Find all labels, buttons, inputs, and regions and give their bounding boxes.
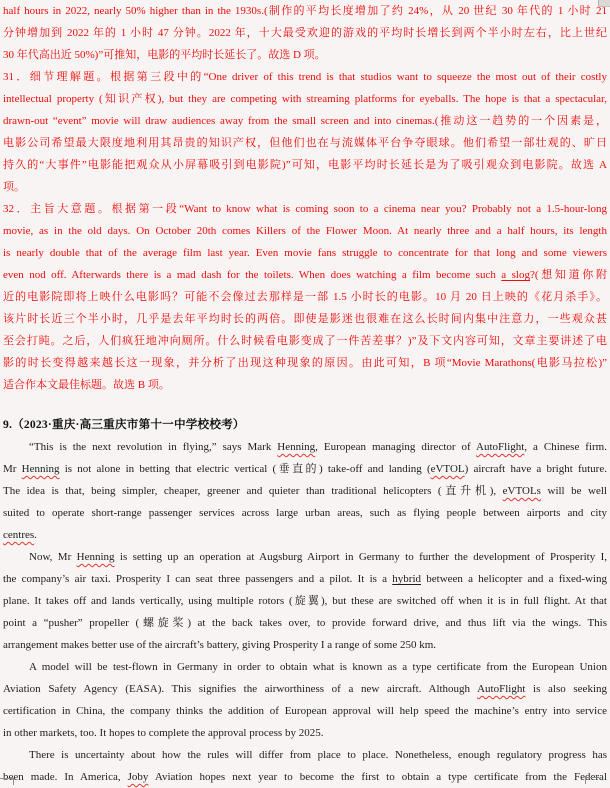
- text-run: 至会打盹。之后，人们疯狂地冲向厕所。什么时候看电影变成了一件苦差事？)”及下文内容可知，文章主要讲述了电: [3, 335, 607, 347]
- text-line: [3, 480, 607, 502]
- text-run: half hours in 2022, nearly 50% higher than in the 1930s.(制作的平均长度增加了约 24%，从 20 世纪 30 年代的 1 小时 21: [3, 5, 607, 17]
- text-line: [3, 154, 607, 176]
- text-line: [3, 524, 607, 546]
- text-run: There is uncertainty about how the rules will differ from place to place. Nonetheless, enough regulatory progress has: [29, 749, 607, 761]
- text-run: between a helicopter and a fixed-wing: [421, 573, 607, 585]
- text-line: [3, 414, 607, 436]
- text-line: [3, 176, 607, 198]
- answer-30-explanation-continuation: [3, 0, 607, 66]
- text-run: , a Chinese firm.: [524, 441, 607, 453]
- text-run: .: [34, 529, 37, 541]
- answer-32-explanation: [3, 198, 607, 396]
- text-line: [3, 198, 607, 220]
- text-run: 30 年代高出近 50%)”可推知，电影的平均时长延长了。故选 D 项。: [3, 49, 326, 61]
- spellcheck-flagged-word: AutoFlight: [477, 683, 526, 695]
- text-line: [3, 700, 607, 722]
- spellcheck-flagged-word: AutoFlight: [476, 441, 525, 453]
- text-run: ) aircraft have a bright future.: [464, 463, 607, 475]
- text-run: point a “pusher” propeller (螺旋桨) at the back takes over, to provide forward drive, and thus lift via the wings. This: [3, 617, 607, 629]
- text-run: Aviation hopes next year to become the first to obtain a type certificate from the Federal: [148, 771, 607, 783]
- text-run: is nearly double that of the average film last year. Even movie fans struggle to concentrate for that long and some viewers: [3, 247, 607, 259]
- text-run: “This is the next revolution in flying,” says Mark: [29, 441, 278, 453]
- text-run: intellectual property (知识产权), but they are competing with streaming platforms for eyeballs. The hope is that a spectacular,: [3, 93, 607, 105]
- spellcheck-flagged-word: eVTOLs: [502, 485, 541, 497]
- text-line: [3, 88, 607, 110]
- text-run: is also seeking: [525, 683, 607, 695]
- text-line: [3, 44, 607, 66]
- text-run: plane. It takes off and lands vertically, using multiple rotors (旋翼), but these are switched off when it is in full flight. At that: [3, 595, 607, 607]
- text-run: 32．主旨大意题。根据第一段“Want to know what is coming soon to a cinema near you? Probably not a 1.5-hour-long: [3, 203, 607, 215]
- text-line: [3, 678, 607, 700]
- text-line: [3, 656, 607, 678]
- text-run: The idea is that, being simpler, cheaper, greener and quieter than traditional helicopters (直升机),: [3, 485, 503, 497]
- text-line: [3, 264, 607, 286]
- text-run: in other markets, too. It hopes to complete the approval process by 2025.: [3, 727, 324, 739]
- text-run: Mr: [3, 463, 22, 475]
- underlined-term: a slog: [501, 269, 530, 281]
- text-run: been made. In America,: [3, 771, 128, 783]
- text-line: [3, 634, 607, 656]
- page-corner-mark-right: [585, 777, 599, 784]
- spellcheck-flagged-word: Henning: [277, 441, 316, 453]
- text-line: [3, 242, 607, 264]
- text-run: 影的时长变得越来越长这一现象，并分析了出现这种现象的原因。由此可知，B 项“Movie Marathons(电影马拉松)”: [3, 357, 607, 369]
- spellcheck-flagged-word: centres: [3, 529, 35, 541]
- text-run: 分钟增加到 2022 年的 1 小时 47 分钟。2022 年，十大最受欢迎的游戏的平均时长增长到两个半小时左右，比上世纪: [3, 27, 607, 39]
- text-line: [3, 436, 607, 458]
- text-line: [3, 502, 607, 524]
- text-line: [3, 220, 607, 242]
- text-run: 9.（2023·重庆·高三重庆市第十一中学校校考）: [3, 418, 245, 431]
- text-line: [3, 744, 607, 766]
- text-run: 持久的“大事件”电影能把观众从小屏幕吸引到电影院)”可知，电影平均时长延长是为了吸引观众到电影院。故选 A: [3, 159, 607, 171]
- text-run: movie, as in the old days. On October 20th comes Killers of the Flower Moon. At nearly three and a half hours, its length: [3, 225, 607, 237]
- text-line: [3, 722, 607, 744]
- text-run: 该片时长近三个半小时，几乎是去年平均时长的两倍。即使是影迷也很难在这么长时间内集中注意力，一些观众甚: [3, 313, 607, 325]
- passage-paragraph-1: [3, 436, 607, 546]
- text-run: even nod off. Afterwards there is a mad dash for the toilets. When does watching a film become such: [3, 269, 502, 281]
- spellcheck-flagged-word: eVTOL: [430, 463, 465, 475]
- text-line: [3, 568, 607, 590]
- text-line: [3, 0, 607, 22]
- text-run: drawn-out “event” movie will draw audiences away from the small screen and into cinemas.(推动这一趋势的一个因素是，: [3, 115, 607, 127]
- text-run: 近的电影院即将上映什么电影吗？可能不会像过去那样是一部 1.5 小时长的电影。10 月 20 日上映的《花月杀手》。: [3, 291, 607, 303]
- text-run: suited to operate short-range passenger services across large urban areas, such as flying people between airports and city: [3, 507, 607, 519]
- answer-31-explanation: [3, 66, 607, 198]
- passage-paragraph-4: [3, 744, 607, 788]
- text-line: [3, 66, 607, 88]
- passage-9-heading: [3, 414, 607, 436]
- text-line: [3, 308, 607, 330]
- text-line: [3, 612, 607, 634]
- text-line: [3, 352, 607, 374]
- text-run: 31．细节理解题。根据第三段中的“One driver of this trend is that studios want to squeeze the most out of their costly: [3, 71, 607, 83]
- text-run: is setting up an operation at Augsburg Airport in Germany to further the development of Prosperity I,: [114, 551, 607, 563]
- text-run: Aviation Safety Agency (EASA). This signifies the airworthiness of a new aircraft. Although: [3, 683, 478, 695]
- spellcheck-flagged-word: Henning: [76, 551, 115, 563]
- passage-paragraph-2: [3, 546, 607, 656]
- text-line: [3, 374, 607, 396]
- text-run: 电影公司希望最大限度地利用其昂贵的知识产权，但他们也在与流媒体平台争夺眼球。他们希望一部壮观的、旷日: [3, 137, 607, 149]
- text-run: 适合作本文最佳标题。故选 B 项。: [3, 379, 170, 391]
- text-run: certification in China, the company thinks the addition of European approval will help speed the machine’s entry into service: [3, 705, 607, 717]
- text-line: [3, 22, 607, 44]
- underlined-term: hybrid: [392, 573, 422, 585]
- text-run: the company’s air taxi. Prosperity I can seat three passengers and a pilot. It is a: [3, 573, 393, 585]
- text-line: [3, 330, 607, 352]
- spellcheck-flagged-word: Henning: [21, 463, 60, 475]
- text-run: will be well: [540, 485, 607, 497]
- text-run: 项。: [3, 181, 25, 193]
- text-run: Now, Mr: [29, 551, 77, 563]
- text-run: arrangement makes better use of the aircraft’s battery, giving Prosperity I a range of some 250 km.: [3, 639, 437, 651]
- text-line: [3, 110, 607, 132]
- text-run: , European managing director of: [315, 441, 477, 453]
- text-line: [3, 458, 607, 480]
- text-line: [3, 590, 607, 612]
- text-run: A model will be test-flown in Germany in order to obtain what is known as a type certificate from the European Union: [29, 661, 607, 673]
- text-line: [3, 286, 607, 308]
- passage-paragraph-3: [3, 656, 607, 744]
- text-line: [3, 766, 607, 788]
- text-run: ?(想知道你附: [529, 269, 607, 281]
- spellcheck-flagged-word: Joby: [127, 771, 149, 783]
- text-run: is not alone in betting that electric vertical (垂直的) take-off and landing (: [59, 463, 431, 475]
- text-line: [3, 132, 607, 154]
- text-line: [3, 546, 607, 568]
